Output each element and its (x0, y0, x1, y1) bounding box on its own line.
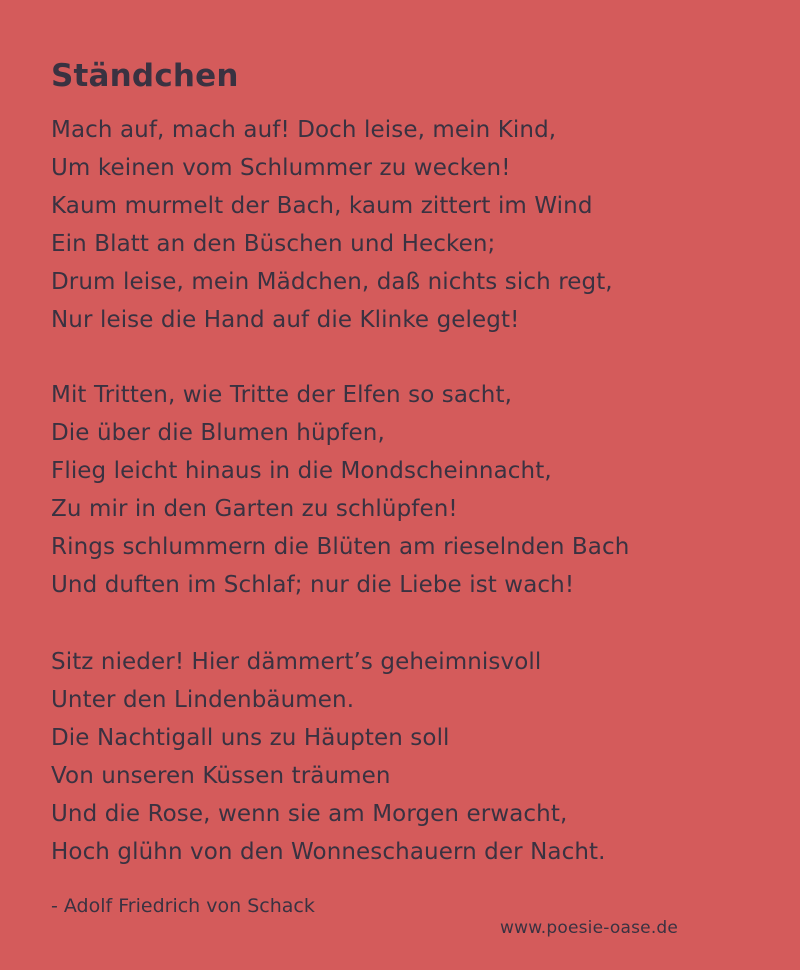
poem-line: Unter den Lindenbäumen. (51, 687, 355, 713)
stanza-2 (51, 376, 629, 604)
poem-line: Nur leise die Hand auf die Klinke gelegt! (51, 307, 520, 333)
stanza-1 (51, 111, 613, 339)
poem-author: - Adolf Friedrich von Schack (51, 895, 315, 917)
poem-line: Zu mir in den Garten zu schlüpfen! (51, 496, 458, 522)
poem-line: Die Nachtigall uns zu Häupten soll (51, 725, 450, 751)
poem-line: Drum leise, mein Mädchen, daß nichts sich regt, (51, 269, 613, 295)
poem-line: Von unseren Küssen träumen (51, 763, 391, 789)
poem-line: Sitz nieder! Hier dämmert’s geheimnisvoll (51, 649, 542, 675)
website-url: www.poesie-oase.de (500, 918, 679, 938)
stanza-3 (51, 643, 606, 871)
poem-line: Die über die Blumen hüpfen, (51, 420, 385, 446)
poem-line: Um keinen vom Schlummer zu wecken! (51, 155, 511, 181)
poem-line: Kaum murmelt der Bach, kaum zittert im Wind (51, 193, 593, 219)
poem-line: Mach auf, mach auf! Doch leise, mein Kind, (51, 117, 557, 143)
poem-title: Ständchen (51, 58, 239, 94)
poem-line: Ein Blatt an den Büschen und Hecken; (51, 231, 496, 257)
poem-line: Mit Tritten, wie Tritte der Elfen so sacht, (51, 382, 513, 408)
poem-line: Flieg leicht hinaus in die Mondscheinnacht, (51, 458, 552, 484)
poem-line: Und duften im Schlaf; nur die Liebe ist wach! (51, 572, 575, 598)
poem-line: Und die Rose, wenn sie am Morgen erwacht, (51, 801, 568, 827)
poem-line: Rings schlummern die Blüten am rieselnden Bach (51, 534, 630, 560)
poem-line: Hoch glühn von den Wonneschauern der Nacht. (51, 839, 606, 865)
